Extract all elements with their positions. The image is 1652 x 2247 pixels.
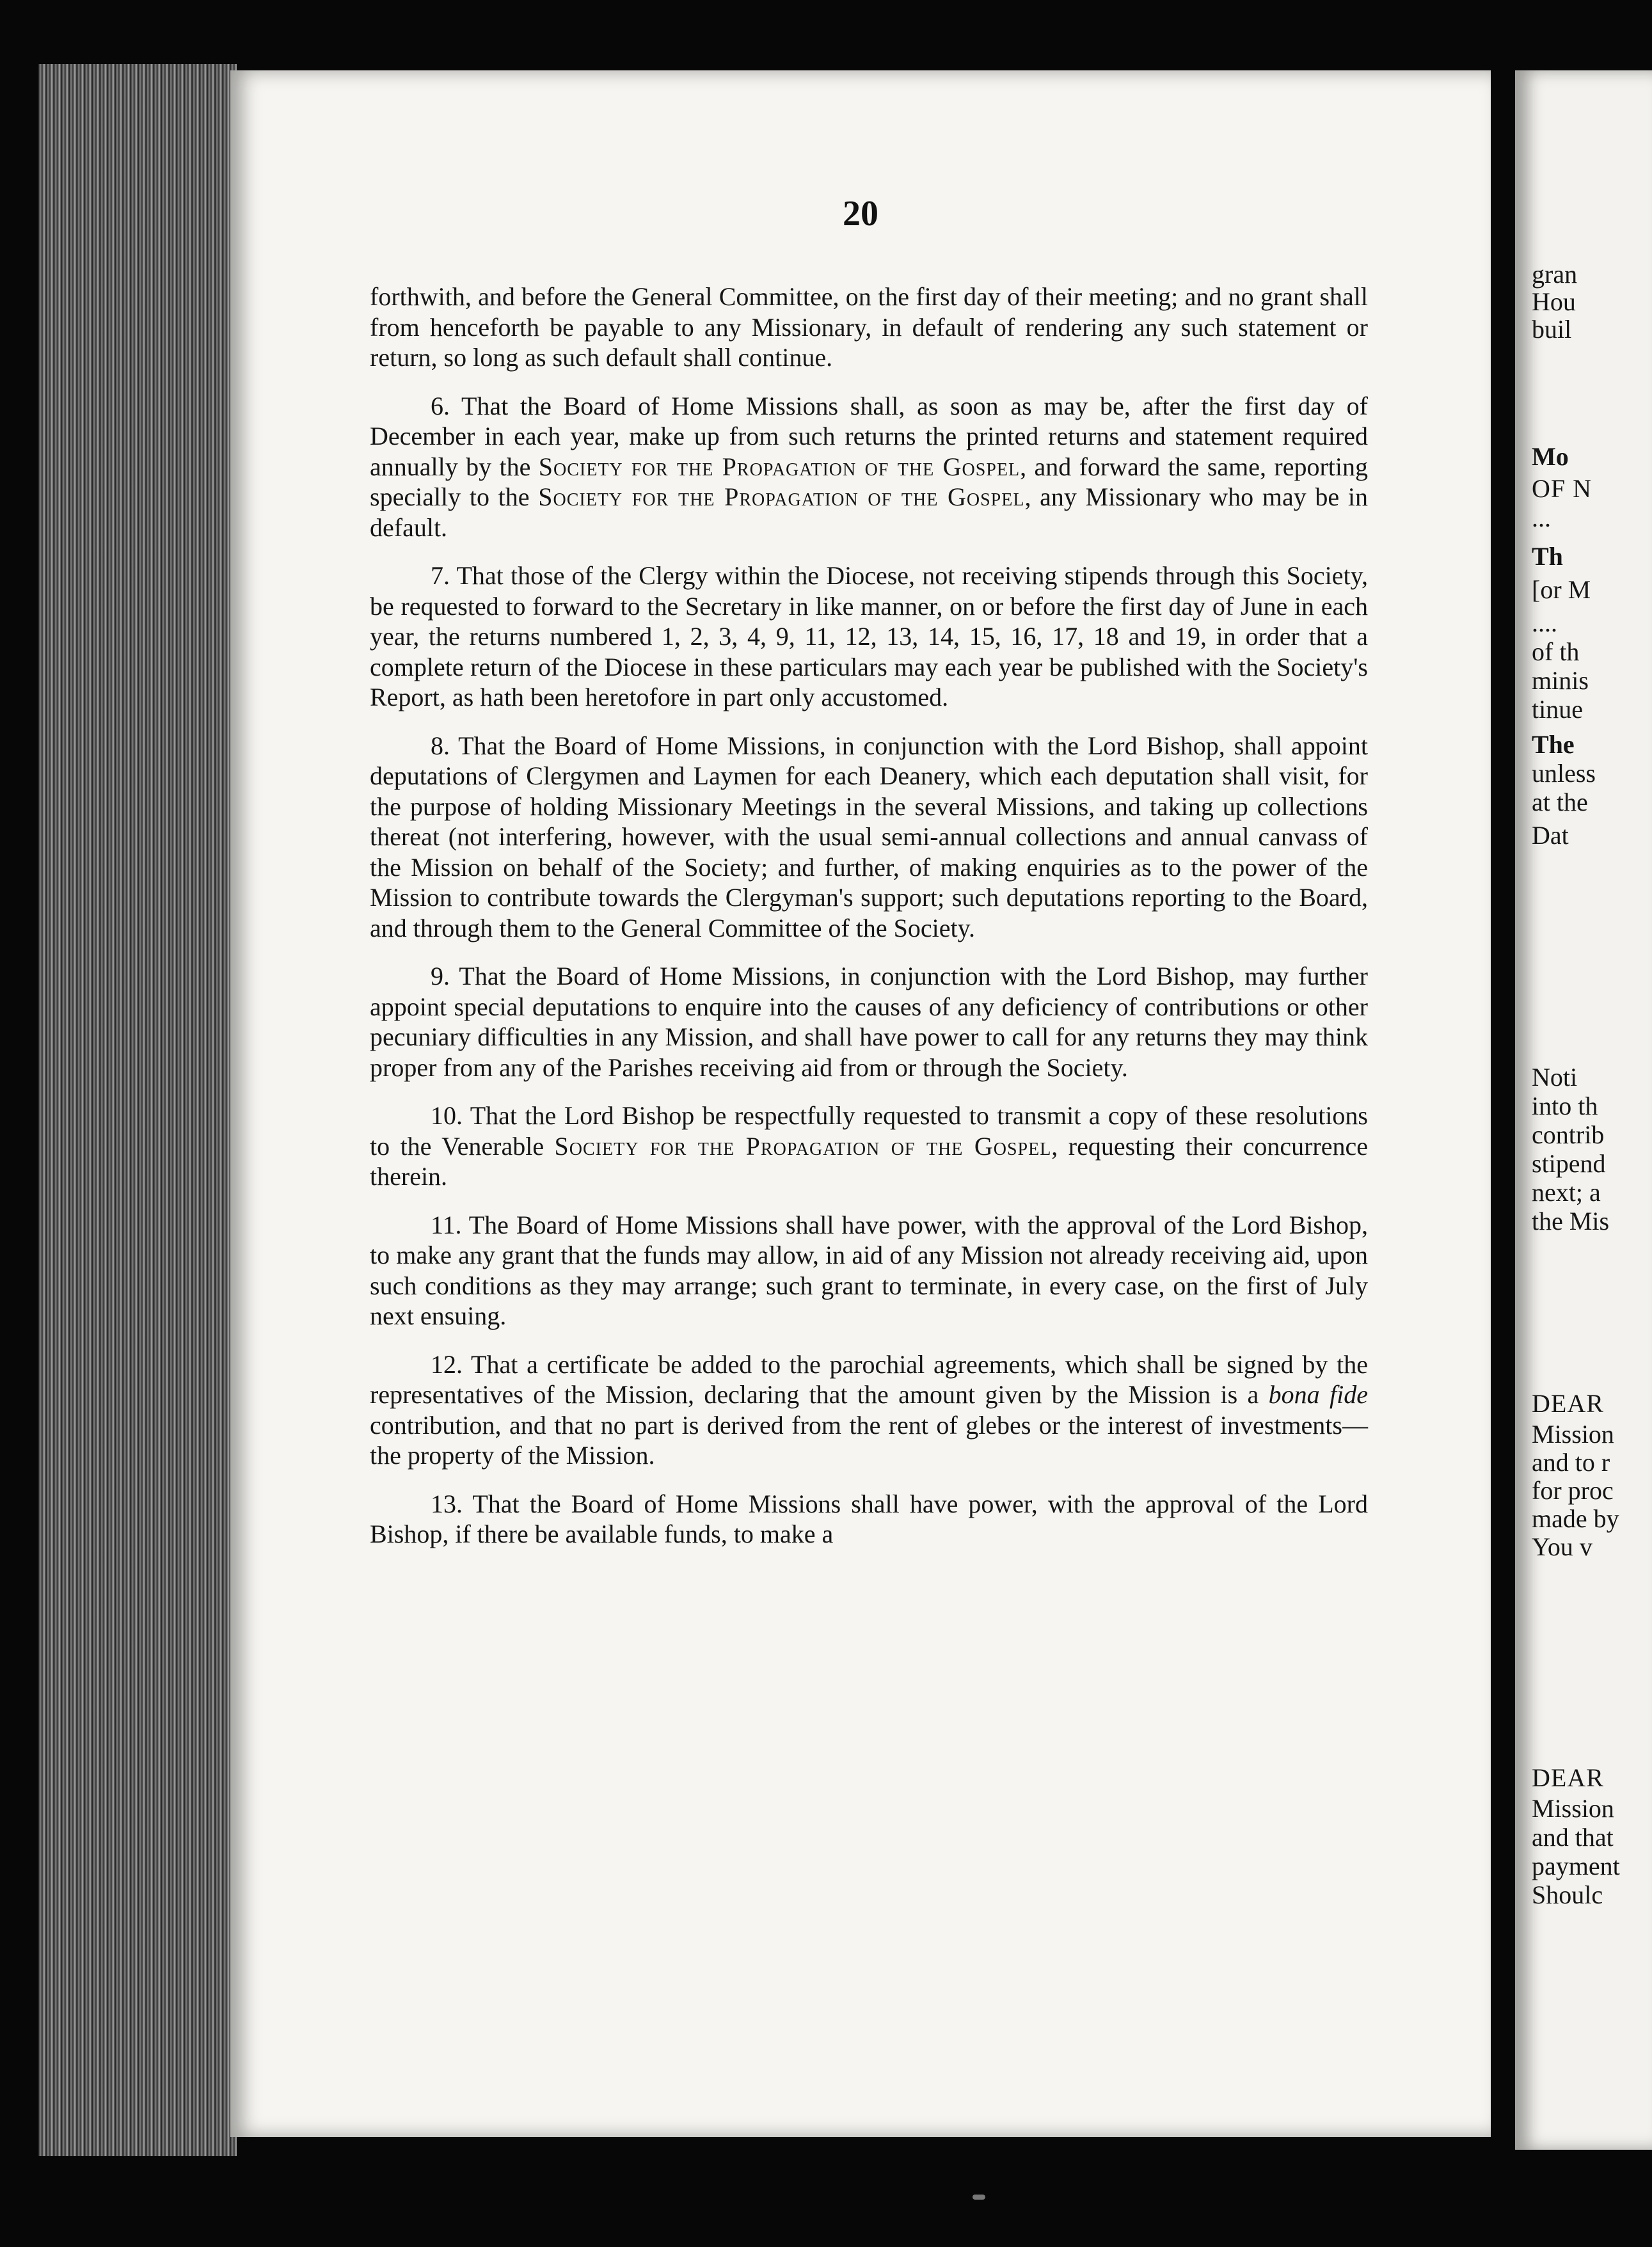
text-run: 7. That those of the Clergy within the Diocese, not receiving stipends through this Society, be requested to forward to the Secretary in like manner, on or before the first day of June in each year, the returns numbered 1, 2, 3, 4, 9, 11, 12, 13, 14, 15, 16, 17, 18 and 19, in order that a complete return of the Diocese in these particulars may each year be published with the Society's Report, as hath been heretofore in part only accustomed.: [370, 561, 1368, 711]
facing-page-text: OF N: [1532, 474, 1592, 503]
facing-page-text: of th: [1532, 637, 1580, 666]
book-page-edges: [38, 64, 237, 2156]
paragraph: [370, 1349, 1368, 1471]
facing-page-text: contrib: [1532, 1120, 1605, 1149]
page-number: 20: [843, 194, 878, 234]
facing-page-text: into th: [1532, 1092, 1598, 1120]
facing-page-text: stipend: [1532, 1149, 1606, 1178]
paragraph: [370, 560, 1368, 713]
facing-page-fragment: [1515, 70, 1652, 2150]
facing-page-text: made by: [1532, 1504, 1619, 1533]
facing-page-text: Noti: [1532, 1063, 1578, 1092]
paragraph: [370, 731, 1368, 944]
small-caps-text: Society for the Propagation of the Gospel: [538, 452, 1021, 481]
facing-page-text: and that: [1532, 1823, 1614, 1852]
body-text: [370, 282, 1368, 1568]
text-run: 9. That the Board of Home Missions, in conjunction with the Lord Bishop, may further appoint special deputations to enquire into the causes of any deficiency of contributions or other pecuniary difficulties in any Mission, and shall have power to call for any returns they may think proper from any of the Parishes receiving aid from or through the Society.: [370, 962, 1368, 1082]
small-caps-text: Society for the Propagation of the Gospel: [538, 482, 1025, 511]
facing-page-text: Mission: [1532, 1420, 1614, 1449]
facing-page-text: at the: [1532, 788, 1588, 816]
text-run: 13. That the Board of Home Missions shall have power, with the approval of the Lord Bishop, if there be available funds, to make a: [370, 1489, 1368, 1548]
small-caps-text: Society for the Propagation of the Gospel: [554, 1131, 1052, 1161]
facing-page-text: next; a: [1532, 1178, 1601, 1207]
text-run: , any Missionary who may be in default.: [370, 482, 1368, 542]
facing-page-text: DEAR: [1532, 1763, 1604, 1792]
facing-page-text: for proc: [1532, 1476, 1614, 1505]
facing-page-text: [or M: [1532, 575, 1591, 604]
text-run: 12. That a certificate be added to the parochial agreements, which shall be signed by the representatives of the Mission, declaring that the amount given by the Mission is a: [370, 1349, 1368, 1409]
text-run: 8. That the Board of Home Missions, in conjunction with the Lord Bishop, shall appoint deputations of Clergymen and Laymen for each Deanery, which each deputation shall visit, for the purpose of holding Missionary Meetings in the several Missions, and taking up collections thereat (not interfering, however, with the usual semi-annual collections and annual canvass of the Mission on behalf of the Society; and further, of making enquiries as to the power of the Mission to contribute towards the Clergyman's support; such deputations reporting to the Board, and through them to the General Committee of the Society.: [370, 731, 1368, 942]
facing-page-text: Dat: [1532, 821, 1569, 850]
paragraph: [370, 961, 1368, 1083]
text-run: contribution, and that no part is derived from the rent of glebes or the interest of investments—the property of the Mission.: [370, 1410, 1368, 1470]
text-run: 10. That the Lord Bishop be respectfully requested to transmit a copy of these resolutions to the Venerable: [370, 1101, 1368, 1161]
facing-page-text: payment: [1532, 1852, 1620, 1880]
text-run: , and forward the same, reporting specially to the: [370, 452, 1369, 511]
facing-page-text: Mo: [1532, 442, 1569, 471]
facing-page-text: gran: [1532, 260, 1578, 289]
paragraph: [370, 1100, 1368, 1192]
text-run: 11. The Board of Home Missions shall have power, with the approval of the Lord Bishop, to make any grant that the funds may allow, in aid of any Mission not already receiving aid, upon such conditions as they may arrange; such grant to terminate, in every case, on the first of July next ensuing.: [370, 1210, 1368, 1330]
paragraph: [370, 1489, 1368, 1550]
text-run: 6. That the Board of Home Missions shall, as soon as may be, after the first day of December in each year, make up from such returns the printed returns and statement required annually by the: [370, 391, 1368, 481]
facing-page-text: Shoulc: [1532, 1880, 1603, 1909]
paragraph: [370, 391, 1368, 543]
facing-page-text: Th: [1532, 542, 1563, 571]
facing-page-text: unless: [1532, 759, 1596, 788]
facing-page-text: minis: [1532, 666, 1589, 695]
facing-page-text: ...: [1532, 504, 1551, 532]
facing-page-text: tinue: [1532, 695, 1583, 724]
scan-artifact: [973, 2195, 985, 2200]
paragraph: [370, 282, 1368, 373]
paragraph: [370, 1210, 1368, 1331]
facing-page-text: Hou: [1532, 287, 1576, 316]
facing-page-text: Mission: [1532, 1794, 1614, 1823]
facing-page-text: the Mis: [1532, 1207, 1610, 1235]
facing-page-text: You v: [1532, 1532, 1592, 1561]
facing-page-text: and to r: [1532, 1448, 1610, 1477]
facing-page-text: DEAR: [1532, 1389, 1604, 1418]
left-page: [230, 70, 1491, 2137]
text-run: , requesting their concurrence therein.: [370, 1131, 1368, 1191]
text-run: forthwith, and before the General Committee, on the first day of their meeting; and no grant shall from henceforth be payable to any Missionary, in default of rendering any such statement or return, so long as such default shall continue.: [370, 282, 1368, 372]
facing-page-text: buil: [1532, 315, 1572, 344]
facing-page-text: The: [1532, 730, 1575, 759]
facing-page-text: ....: [1532, 608, 1557, 637]
italic-text: bona fide: [1268, 1380, 1368, 1409]
